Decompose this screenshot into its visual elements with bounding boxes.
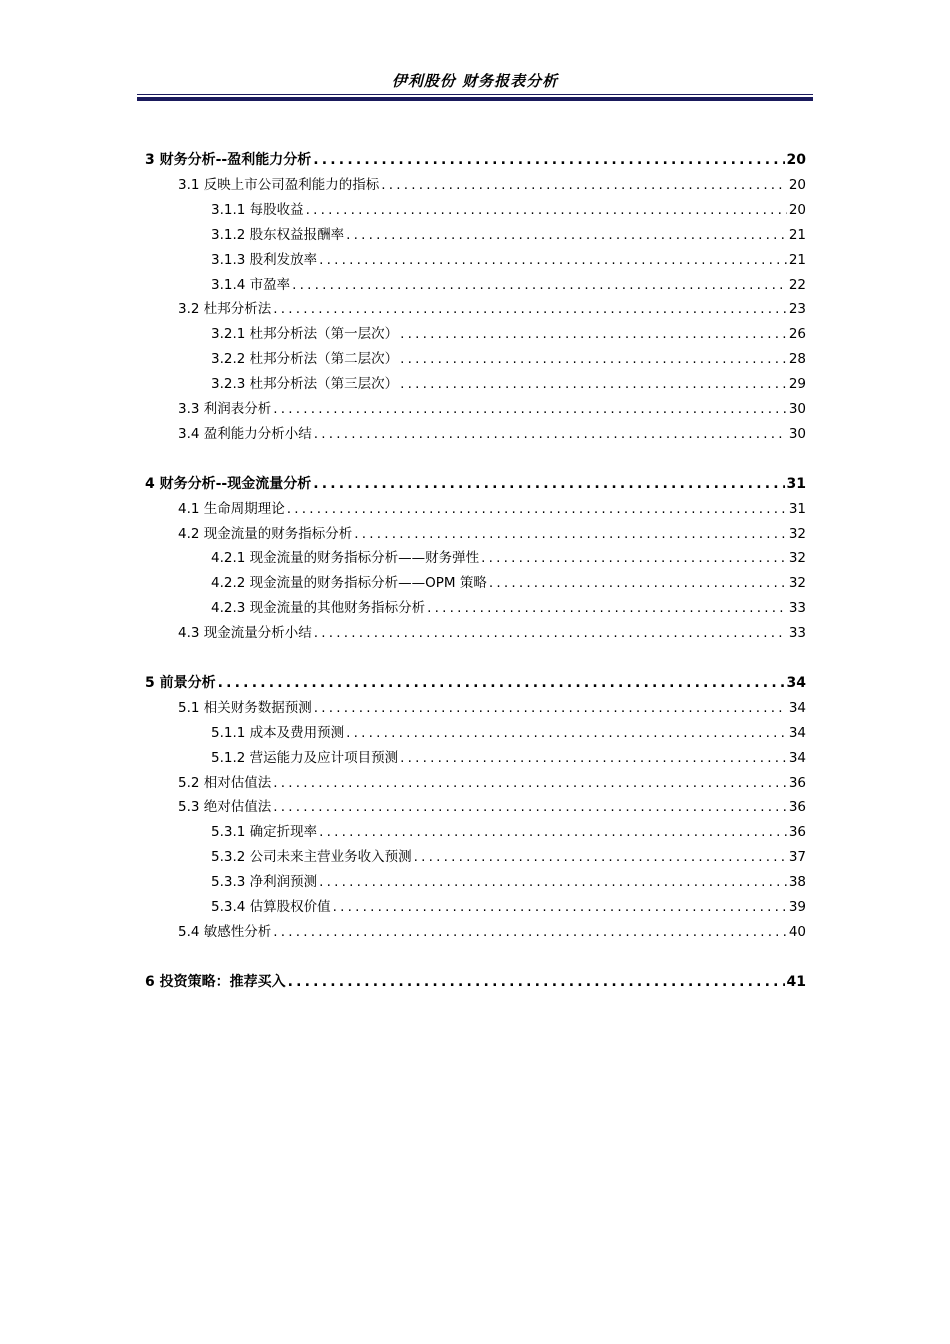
toc-page-number: 32: [788, 550, 806, 567]
toc-entry-level3[interactable]: [211, 572, 806, 594]
toc-page-number: 34: [786, 674, 806, 691]
toc-entry-level3[interactable]: [211, 199, 806, 221]
toc-page-number: 33: [788, 625, 806, 642]
toc-dot-leader: [412, 846, 787, 868]
toc-entry-level3[interactable]: [211, 747, 806, 769]
toc-page-number: 28: [788, 351, 806, 368]
toc-entry-level3[interactable]: [211, 896, 806, 918]
toc-dot-leader: [271, 772, 787, 794]
toc-entry-label: 5.3.2 公司未来主营业务收入预测: [211, 849, 412, 866]
toc-page-number: 20: [788, 201, 806, 218]
toc-page-number: 20: [788, 176, 806, 193]
toc-entry-level3[interactable]: [211, 373, 806, 395]
toc-entry-label: 3.1.1 每股收益: [211, 201, 304, 218]
toc-entry-label: 3.1 反映上市公司盈利能力的指标: [178, 176, 380, 193]
toc-dot-leader: [479, 547, 787, 569]
toc-page-number: 33: [788, 600, 806, 617]
toc-page-number: 34: [788, 749, 806, 766]
toc-dot-leader: [331, 896, 787, 918]
toc-entry-level2[interactable]: [178, 622, 806, 644]
toc-dot-leader: [311, 149, 784, 171]
toc-dot-leader: [311, 473, 784, 495]
toc-dot-leader: [344, 722, 787, 744]
toc-entry-level3[interactable]: [211, 249, 806, 271]
toc-page-number: 32: [788, 525, 806, 542]
toc-dot-leader: [317, 821, 787, 843]
toc-page-number: 20: [786, 152, 806, 168]
toc-dot-leader: [398, 323, 787, 345]
toc-entry-level3[interactable]: [211, 224, 806, 246]
toc-entry-level3[interactable]: [211, 821, 806, 843]
toc-entry-label: 4.2.2 现金流量的财务指标分析——OPM 策略: [211, 575, 487, 592]
toc-dot-leader: [344, 224, 787, 246]
toc-entry-label: 3.4 盈利能力分析小结: [178, 425, 312, 442]
toc-dot-leader: [312, 622, 787, 644]
toc-entry-label: 4.2 现金流量的财务指标分析: [178, 525, 353, 542]
toc-dot-leader: [271, 398, 787, 420]
toc-entry-level3[interactable]: [211, 547, 806, 569]
toc-page-number: 21: [788, 251, 806, 268]
toc-entry-level3[interactable]: [211, 597, 806, 619]
toc-dot-leader: [285, 498, 787, 520]
toc-entry-level3[interactable]: [211, 323, 806, 345]
header-rule-thick: [137, 97, 813, 101]
toc-page-number: 34: [788, 699, 806, 716]
toc-dot-leader: [352, 523, 787, 545]
toc-entry-label: 3.2 杜邦分析法: [178, 301, 272, 318]
toc-dot-leader: [304, 199, 787, 221]
toc-entry-level3[interactable]: [211, 348, 806, 370]
toc-entry-label: 5.1.2 营运能力及应计项目预测: [211, 749, 399, 766]
toc-entry-level3[interactable]: [211, 722, 806, 744]
toc-page-number: 31: [788, 500, 806, 517]
toc-entry-label: 5.3.1 确定折现率: [211, 824, 318, 841]
toc-entry-label: 3.1.3 股利发放率: [211, 251, 318, 268]
toc-entry-level3[interactable]: [211, 871, 806, 893]
toc-entry-level1[interactable]: [145, 971, 806, 993]
toc-entry-label: 4.2.1 现金流量的财务指标分析——财务弹性: [211, 550, 480, 567]
toc-dot-leader: [317, 249, 787, 271]
toc-page-number: 22: [788, 276, 806, 293]
toc-entry-level2[interactable]: [178, 697, 806, 719]
toc-dot-leader: [290, 274, 787, 296]
toc-entry-level2[interactable]: [178, 523, 806, 545]
toc-entry-label: 4.3 现金流量分析小结: [178, 625, 312, 642]
toc-entry-level2[interactable]: [178, 423, 806, 445]
toc-entry-level1[interactable]: [145, 473, 806, 495]
toc-page-number: 37: [788, 849, 806, 866]
toc-entry-label: 3.2.1 杜邦分析法（第一层次）: [211, 326, 399, 343]
toc-entry-level2[interactable]: [178, 298, 806, 320]
toc-entry-label: 5.3.4 估算股权价值: [211, 899, 331, 915]
toc-entry-level2[interactable]: [178, 772, 806, 794]
toc-entry-level3[interactable]: [211, 274, 806, 296]
toc-entry-label: 5.3.3 净利润预测: [211, 874, 318, 891]
toc-page-number: 26: [788, 326, 806, 343]
toc-dot-leader: [271, 921, 787, 943]
toc-dot-leader: [398, 747, 787, 769]
toc-entry-label: 5.1.1 成本及费用预测: [211, 724, 345, 741]
toc-entry-label: 5.4 敏感性分析: [178, 923, 272, 940]
toc-entry-label: 4 财务分析--现金流量分析: [145, 475, 312, 492]
toc-page-number: 39: [788, 899, 806, 915]
toc-entry-level1[interactable]: [145, 149, 806, 171]
document-header-title: 伊利股份 财务报表分析: [391, 72, 559, 90]
toc-dot-leader: [398, 373, 787, 395]
toc-entry-level3[interactable]: [211, 846, 806, 868]
toc-page-number: 30: [788, 401, 806, 417]
toc-dot-leader: [379, 174, 787, 196]
toc-entry-level2[interactable]: [178, 796, 806, 818]
toc-entry-level2[interactable]: [178, 921, 806, 943]
toc-page-number: 36: [788, 824, 806, 841]
toc-dot-leader: [216, 672, 785, 694]
toc-entry-label: 4.1 生命周期理论: [178, 500, 285, 517]
toc-page-number: 38: [788, 874, 806, 891]
toc-page-number: 32: [788, 575, 806, 592]
toc-entry-label: 3.1.4 市盈率: [211, 276, 291, 293]
toc-page-number: 31: [786, 475, 806, 492]
toc-dot-leader: [271, 298, 787, 320]
toc-entry-level1[interactable]: [145, 672, 806, 694]
toc-page-number: 36: [788, 799, 806, 816]
toc-entry-level2[interactable]: [178, 498, 806, 520]
toc-entry-label: 5.2 相对估值法: [178, 774, 272, 791]
toc-entry-label: 4.2.3 现金流量的其他财务指标分析: [211, 600, 426, 617]
toc-page-number: 21: [788, 226, 806, 243]
toc-page-number: 23: [788, 301, 806, 318]
toc-dot-leader: [398, 348, 787, 370]
toc-entry-label: 3.3 利润表分析: [178, 401, 272, 417]
toc-entry-label: 3.1.2 股东权益报酬率: [211, 226, 345, 243]
toc-dot-leader: [271, 796, 787, 818]
toc-dot-leader: [317, 871, 787, 893]
toc-page-number: 40: [788, 923, 806, 940]
toc-dot-leader: [312, 697, 787, 719]
header-rule-thin: [137, 94, 813, 95]
toc-page-number: 29: [788, 376, 806, 393]
toc-entry-label: 3.2.2 杜邦分析法（第二层次）: [211, 351, 399, 368]
toc-page-number: 30: [788, 425, 806, 442]
toc-page-number: 36: [788, 774, 806, 791]
toc-entry-label: 5 前景分析: [145, 674, 216, 691]
toc-entry-level2[interactable]: [178, 174, 806, 196]
toc-page-number: 34: [788, 724, 806, 741]
toc-page-number: 41: [786, 973, 806, 990]
toc-dot-leader: [286, 971, 785, 993]
toc-entry-label: 5.1 相关财务数据预测: [178, 699, 312, 716]
toc-entry-label: 6 投资策略：推荐买入: [145, 973, 286, 990]
toc-dot-leader: [312, 423, 787, 445]
toc-entry-label: 3 财务分析--盈利能力分析: [145, 152, 312, 168]
toc-dot-leader: [425, 597, 787, 619]
toc-dot-leader: [487, 572, 787, 594]
toc-entry-level2[interactable]: [178, 398, 806, 420]
toc-entry-label: 3.2.3 杜邦分析法（第三层次）: [211, 376, 399, 393]
toc-entry-label: 5.3 绝对估值法: [178, 799, 272, 816]
